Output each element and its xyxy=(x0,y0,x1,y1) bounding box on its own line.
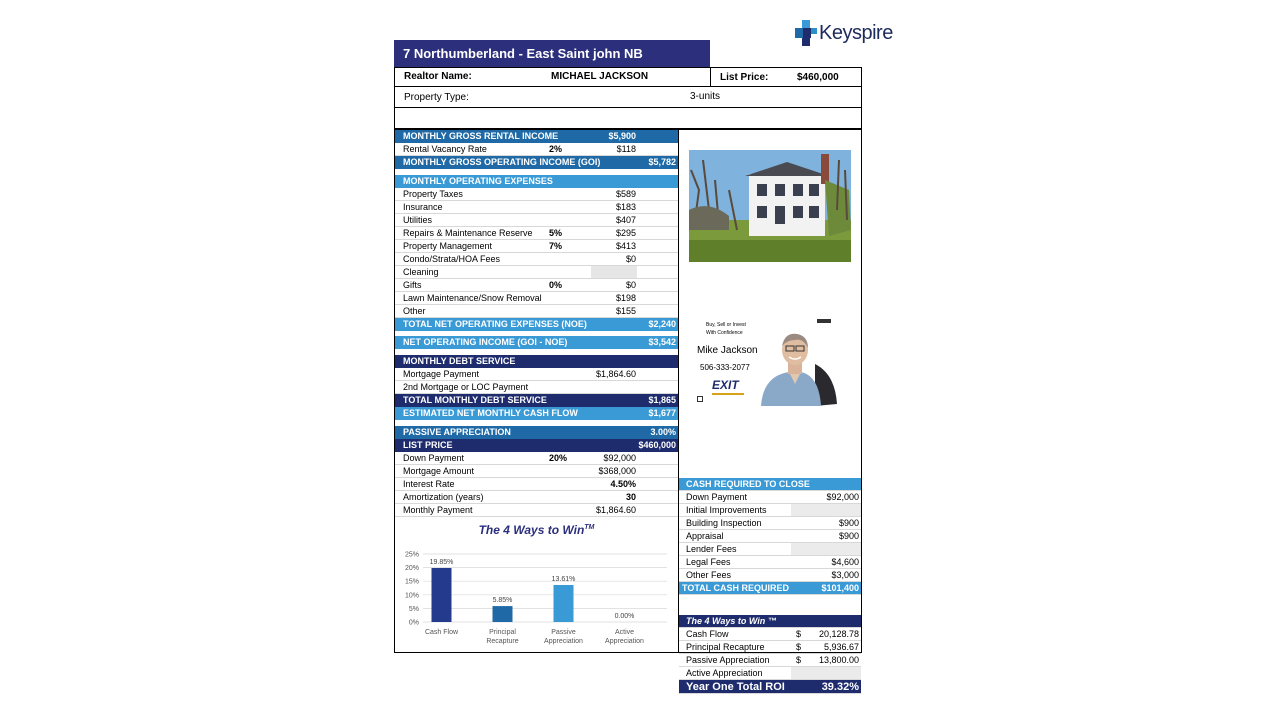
expense-row xyxy=(395,240,678,253)
agent-photo xyxy=(755,324,841,406)
agent-name: Mike Jackson xyxy=(697,345,758,356)
expense-value: $295 xyxy=(615,228,636,238)
property-analysis-sheet xyxy=(394,40,862,693)
goi-label: MONTHLY GROSS OPERATING INCOME (GOI) xyxy=(403,157,601,167)
roi-row xyxy=(679,680,861,694)
chart-title: The 4 Ways to Win™ xyxy=(478,523,595,537)
total-debt-value: $1,865 xyxy=(648,395,676,405)
expense-label: Other xyxy=(403,306,426,316)
blank-row xyxy=(394,107,862,129)
cashflow-label: ESTIMATED NET MONTHLY CASH FLOW xyxy=(403,408,578,418)
cash-required-label: Initial Improvements xyxy=(686,505,767,515)
vacancy-pct: 2% xyxy=(549,144,563,154)
financing-label: Interest Rate xyxy=(403,479,455,489)
y-tick-label: 25% xyxy=(404,551,419,559)
analysis-right-column xyxy=(678,129,862,693)
expense-pct: 5% xyxy=(549,228,563,238)
empty-value-cell xyxy=(791,504,861,516)
expense-value: $183 xyxy=(615,202,636,212)
cash-required-row xyxy=(679,517,861,530)
debt-header-label: MONTHLY DEBT SERVICE xyxy=(403,356,516,366)
ways-to-win-value: 5,936.67 xyxy=(823,642,859,652)
property-type-row xyxy=(394,86,862,108)
y-tick-label: 0% xyxy=(408,619,419,627)
total-cash-required-label: TOTAL CASH REQUIRED xyxy=(682,583,790,593)
property-type-label: Property Type: xyxy=(404,92,469,103)
cash-required-value: $4,600 xyxy=(831,557,859,567)
analysis-left-column xyxy=(394,129,679,653)
brand-mark-icon xyxy=(817,319,831,323)
vacancy-label: Rental Vacancy Rate xyxy=(403,144,487,154)
expense-row xyxy=(395,253,678,266)
expense-label: Cleaning xyxy=(403,267,439,277)
cash-required-row xyxy=(679,569,861,582)
keyspire-logo-text: Keyspire xyxy=(819,22,893,44)
expense-label: Gifts xyxy=(403,280,422,290)
y-tick-label: 10% xyxy=(404,592,419,600)
list-price-header-value: $460,000 xyxy=(638,440,676,450)
agent-tagline-1: Buy, Sell or Invest xyxy=(706,322,746,328)
ways-to-win-row xyxy=(679,628,861,641)
noi-label: NET OPERATING INCOME (GOI - NOE) xyxy=(403,337,568,347)
property-title: 7 Northumberland - East Saint john NB xyxy=(394,40,710,67)
cash-required-label: Other Fees xyxy=(686,570,732,580)
financing-row xyxy=(395,465,678,478)
vacancy-value: $118 xyxy=(616,144,636,154)
cash-required-value: $3,000 xyxy=(831,570,859,580)
expense-pct: 7% xyxy=(549,241,563,251)
mortgage-payment-value: $1,864.60 xyxy=(595,369,636,379)
x-category-label: Recapture xyxy=(486,638,519,645)
list-price-value: $460,000 xyxy=(797,72,839,83)
expense-value: $413 xyxy=(615,241,636,251)
expense-pct: 0% xyxy=(549,280,563,290)
financing-value: $1,864.60 xyxy=(595,505,636,515)
expense-label: Property Taxes xyxy=(403,189,463,199)
ways-to-win-label: Principal Recapture xyxy=(686,642,765,652)
cash-required-row xyxy=(679,556,861,569)
expense-label: Property Management xyxy=(403,241,493,251)
x-category-label: Appreciation xyxy=(544,638,583,645)
total-cash-required-value: $101,400 xyxy=(821,583,859,593)
expense-row xyxy=(395,201,678,214)
list-price-label: List Price: xyxy=(720,72,769,83)
property-type-value: 3-units xyxy=(690,91,721,102)
ways-to-win-row xyxy=(679,667,861,680)
mortgage-payment-row xyxy=(395,368,678,381)
list-price-row xyxy=(710,67,862,87)
financing-pct: 20% xyxy=(549,453,568,463)
financing-label: Mortgage Amount xyxy=(403,466,475,476)
ways-to-win-dollar: $ xyxy=(796,655,802,665)
total-noe-row xyxy=(395,318,678,331)
roi-value: 39.32% xyxy=(821,681,859,693)
cash-required-header-label: CASH REQUIRED TO CLOSE xyxy=(686,479,810,489)
roi-label: Year One Total ROI xyxy=(686,681,785,693)
goi-value: $5,782 xyxy=(648,157,676,167)
expense-value: $589 xyxy=(615,189,636,199)
agent-tagline-2: With Confidence xyxy=(706,330,743,336)
ways-to-win-dollar: $ xyxy=(796,629,802,639)
total-noe-label: TOTAL NET OPERATING EXPENSES (NOE) xyxy=(403,319,587,329)
expense-value: $407 xyxy=(615,215,636,225)
financing-label: Monthly Payment xyxy=(403,505,473,515)
expense-label: Condo/Strata/HOA Fees xyxy=(403,254,501,264)
expense-row xyxy=(395,266,678,279)
y-tick-label: 5% xyxy=(408,605,419,613)
cash-required-row xyxy=(679,491,861,504)
expense-row xyxy=(395,279,678,292)
small-logo-icon xyxy=(697,396,703,402)
total-debt-label: TOTAL MONTHLY DEBT SERVICE xyxy=(403,395,547,405)
y-tick-label: 15% xyxy=(404,578,419,586)
empty-value-cell xyxy=(791,543,861,555)
cash-required-label: Legal Fees xyxy=(686,557,731,567)
expense-value: $155 xyxy=(615,306,636,316)
expense-row xyxy=(395,305,678,318)
noi-row xyxy=(395,336,678,349)
cash-required-value: $92,000 xyxy=(826,492,859,502)
expense-value: $0 xyxy=(625,280,636,290)
vacancy-row xyxy=(395,143,678,156)
expense-label: Insurance xyxy=(403,202,443,212)
ways-to-win-row xyxy=(679,654,861,667)
gross-income-value: $5,900 xyxy=(608,131,636,141)
cash-required-row xyxy=(679,504,861,517)
ways-to-win-label: Active Appreciation xyxy=(686,668,763,678)
cash-required-value: $900 xyxy=(838,531,859,541)
cash-required-label: Building Inspection xyxy=(686,518,762,528)
ways-to-win-label: Cash Flow xyxy=(686,629,729,639)
passive-appreciation-label: PASSIVE APPRECIATION xyxy=(403,427,511,437)
x-category-label: Cash Flow xyxy=(424,629,459,636)
x-category-label: Passive xyxy=(551,629,576,636)
empty-value-cell xyxy=(591,266,637,278)
chart-bar xyxy=(432,568,452,622)
expense-value: $0 xyxy=(625,254,636,264)
cash-required-value: $900 xyxy=(838,518,859,528)
exit-logo-underline xyxy=(712,393,744,395)
financing-row xyxy=(395,478,678,491)
passive-appreciation-row xyxy=(395,426,678,439)
mortgage-payment-label: Mortgage Payment xyxy=(403,369,480,379)
goi-row xyxy=(395,156,678,169)
chart-plot xyxy=(395,518,678,653)
total-noe-value: $2,240 xyxy=(648,319,676,329)
expense-label: Utilities xyxy=(403,215,433,225)
cashflow-value: $1,677 xyxy=(648,408,676,418)
financing-label: Down Payment xyxy=(403,453,465,463)
cash-required-label: Appraisal xyxy=(686,531,724,541)
ways-to-win-header xyxy=(679,615,861,628)
noi-value: $3,542 xyxy=(648,337,676,347)
realtor-name: MICHAEL JACKSON xyxy=(551,71,649,82)
expense-row xyxy=(395,227,678,240)
expense-row xyxy=(395,188,678,201)
gross-income-label: MONTHLY GROSS RENTAL INCOME xyxy=(403,131,559,141)
financing-row xyxy=(395,452,678,465)
cash-required-label: Lender Fees xyxy=(686,544,737,554)
agent-card xyxy=(689,316,851,406)
ways-to-win-row xyxy=(679,641,861,654)
passive-appreciation-value: 3.00% xyxy=(650,427,676,437)
financing-label: Amortization (years) xyxy=(403,492,484,502)
exit-logo: EXIT xyxy=(712,378,739,392)
list-price-header-label: LIST PRICE xyxy=(403,440,453,450)
cash-required-label: Down Payment xyxy=(686,492,748,502)
list-price-header xyxy=(395,439,678,452)
agent-phone: 506-333-2077 xyxy=(700,363,750,372)
expense-label: Lawn Maintenance/Snow Removal xyxy=(403,293,542,303)
expenses-header xyxy=(395,175,678,188)
expense-row xyxy=(395,292,678,305)
ways-to-win-dollar: $ xyxy=(796,642,802,652)
debt-header xyxy=(395,355,678,368)
cash-required-row xyxy=(679,543,861,556)
bar-data-label: 5.85% xyxy=(492,597,513,605)
expense-row xyxy=(395,214,678,227)
ways-to-win-value: 13,800.00 xyxy=(818,655,859,665)
cashflow-row xyxy=(395,407,678,420)
ways-to-win-value: 20,128.78 xyxy=(818,629,859,639)
x-category-label: Appreciation xyxy=(605,638,644,645)
expense-value: $198 xyxy=(615,293,636,303)
financing-value: $92,000 xyxy=(603,453,636,463)
four-ways-chart xyxy=(395,518,678,653)
y-tick-label: 20% xyxy=(404,565,419,573)
financing-value: 4.50% xyxy=(610,479,636,489)
financing-value: $368,000 xyxy=(598,466,636,476)
bar-data-label: 19.85% xyxy=(429,559,454,567)
second-mortgage-row xyxy=(395,381,678,394)
chart-bar xyxy=(554,585,574,622)
bar-data-label: 13.61% xyxy=(551,575,576,583)
cash-required-header xyxy=(679,478,861,491)
expenses-header-label: MONTHLY OPERATING EXPENSES xyxy=(403,176,553,186)
realtor-label: Realtor Name: xyxy=(404,71,472,82)
x-category-label: Active xyxy=(614,629,635,636)
property-photo xyxy=(689,150,851,262)
expense-label: Repairs & Maintenance Reserve xyxy=(403,228,533,238)
empty-value-cell xyxy=(791,667,861,679)
financing-row xyxy=(395,504,678,517)
total-cash-required-row xyxy=(679,582,861,595)
financing-value: 30 xyxy=(625,492,636,502)
bar-data-label: 0.00% xyxy=(614,613,635,620)
x-category-label: Principal xyxy=(489,629,516,636)
second-mortgage-label: 2nd Mortgage or LOC Payment xyxy=(403,382,529,392)
chart-bar xyxy=(493,606,513,622)
cash-required-row xyxy=(679,530,861,543)
ways-to-win-label: Passive Appreciation xyxy=(686,655,770,665)
financing-row xyxy=(395,491,678,504)
ways-to-win-header-label: The 4 Ways to Win ™ xyxy=(686,616,777,626)
realtor-row xyxy=(394,67,711,87)
gross-income-row xyxy=(395,130,678,143)
total-debt-row xyxy=(395,394,678,407)
